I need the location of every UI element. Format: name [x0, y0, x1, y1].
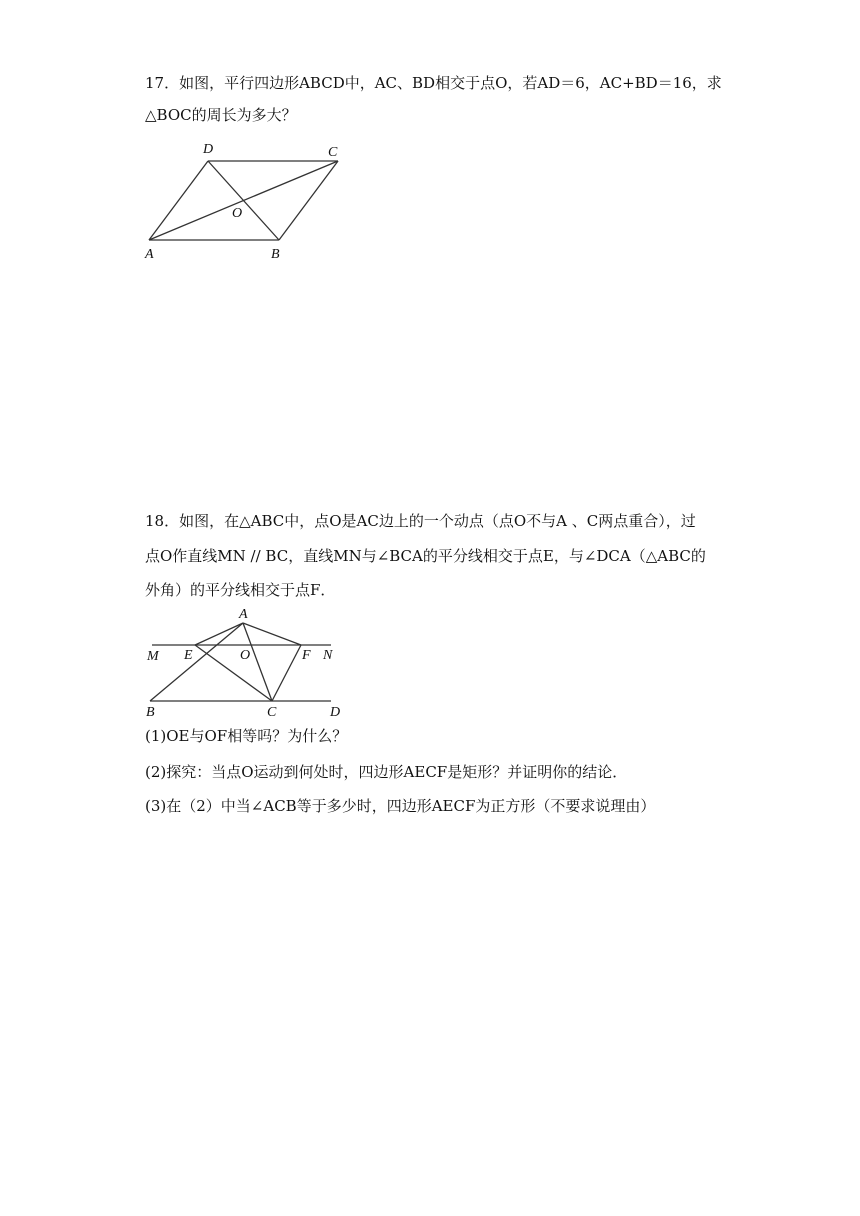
q18-label-D: D [330, 705, 341, 720]
q18-label-E: E [184, 648, 193, 663]
q17-label-D: D [203, 142, 214, 157]
q18-subquestion-2: (2)探究：当点O运动到何处时，四边形AECF是矩形？并证明你的结论． [145, 763, 628, 781]
q18-subquestion-1: (1)OE与OF相等吗？为什么？ [145, 727, 348, 745]
q18-label-O: O [240, 648, 251, 663]
q18-text-line1: 18．如图，在△ABC中，点O是AC边上的一个动点（点O不与A 、C两点重合），过 [145, 512, 696, 530]
q17-text-line2: △BOC的周长为多大？ [145, 106, 297, 124]
q18-label-B: B [146, 705, 155, 720]
q17-label-O: O [232, 206, 243, 221]
q17-label-C: C [328, 145, 338, 160]
q18-label-N: N [323, 648, 333, 663]
q17-label-A: A [145, 247, 154, 262]
q18-text-line3: 外角）的平分线相交于点F． [145, 581, 336, 599]
q17-text-line1: 17．如图，平行四边形ABCD中，AC、BD相交于点O，若AD＝6，AC+BD＝16，求 [145, 74, 722, 92]
q18-label-F: F [302, 648, 311, 663]
q17-label-B: B [271, 247, 280, 262]
q18-label-M: M [147, 649, 159, 664]
q18-text-line2: 点O作直线MN // BC，直线MN与∠BCA的平分线相交于点E，与∠DCA（△ABC的 [145, 547, 706, 565]
q18-subquestion-3: (3)在（2）中当∠ACB等于多少时，四边形AECF为正方形（不要求说理由） [145, 797, 656, 815]
q18-triangle-figure [140, 605, 360, 720]
q18-label-C: C [267, 705, 277, 720]
q18-label-A: A [239, 607, 248, 622]
q17-parallelogram-figure [140, 140, 360, 265]
